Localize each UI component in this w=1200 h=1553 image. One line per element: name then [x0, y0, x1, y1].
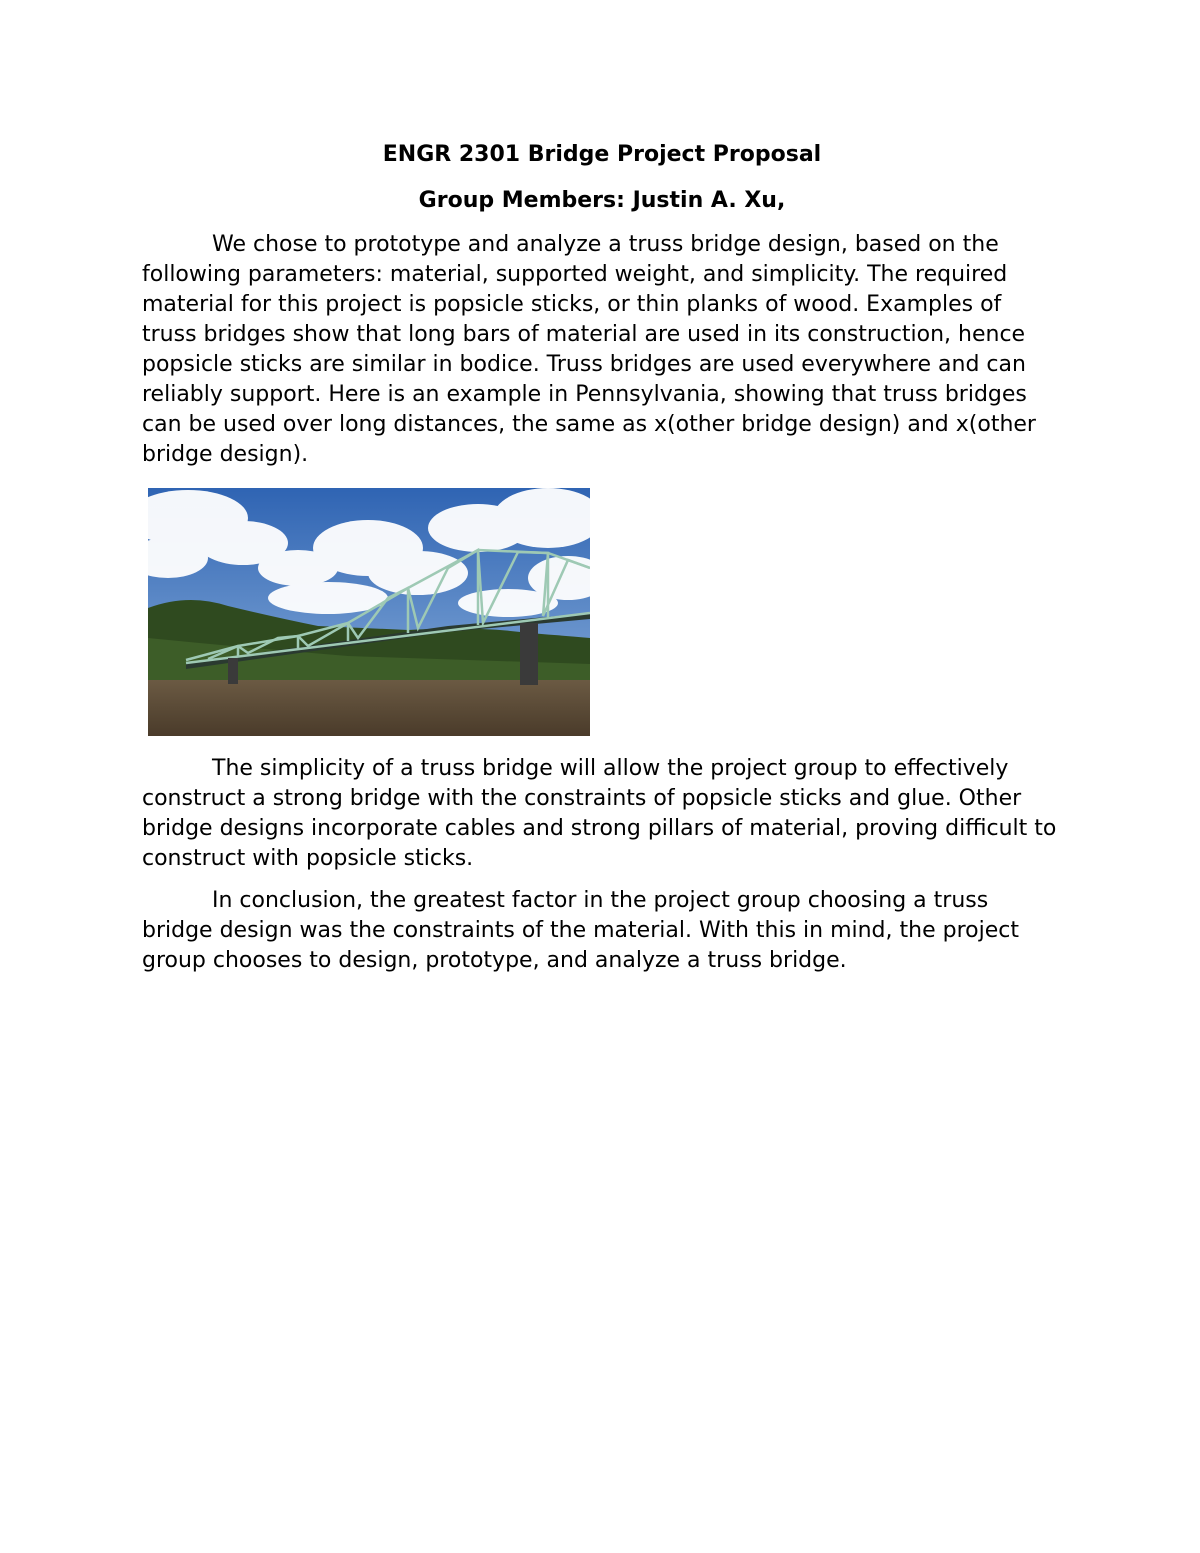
- paragraph-intro: We chose to prototype and analyze a truss bridge design, based on the following parameters: material, supported weight, and simplicity. The required material for this project is popsicle sticks, or thin planks of wood. Examples of truss bridges show that long bars of material are used in its construction, hence popsicle sticks are similar in bodice. Truss bridges are used everywhere and can reliably support. Here is an example in Pennsylvania, showing that truss bridges can be used over long distances, the same as x(other bridge design) and x(other bridge design).: [142, 232, 1036, 467]
- bridge-pier-small: [228, 658, 238, 684]
- paragraph-conclusion: In conclusion, the greatest factor in the project group choosing a truss bridge design was the constraints of the material. With this in mind, the project group chooses to design, prototype, and analyze a truss bridge.: [142, 888, 1019, 973]
- document-title: ENGR 2301 Bridge Project Proposal: [382, 142, 822, 167]
- group-members: Group Members: Justin A. Xu,: [418, 188, 786, 213]
- truss-bridge-photo: [148, 488, 590, 736]
- document-body: [142, 140, 1062, 976]
- paragraph-simplicity: The simplicity of a truss bridge will allow the project group to effectively construct a strong bridge with the constraints of popsicle sticks and glue. Other bridge designs incorporate cables and strong pillars of material, proving difficult to construct with popsicle sticks.: [142, 756, 1057, 871]
- bridge-illustration: [148, 488, 590, 736]
- bridge-pier: [520, 623, 538, 685]
- river: [148, 680, 590, 736]
